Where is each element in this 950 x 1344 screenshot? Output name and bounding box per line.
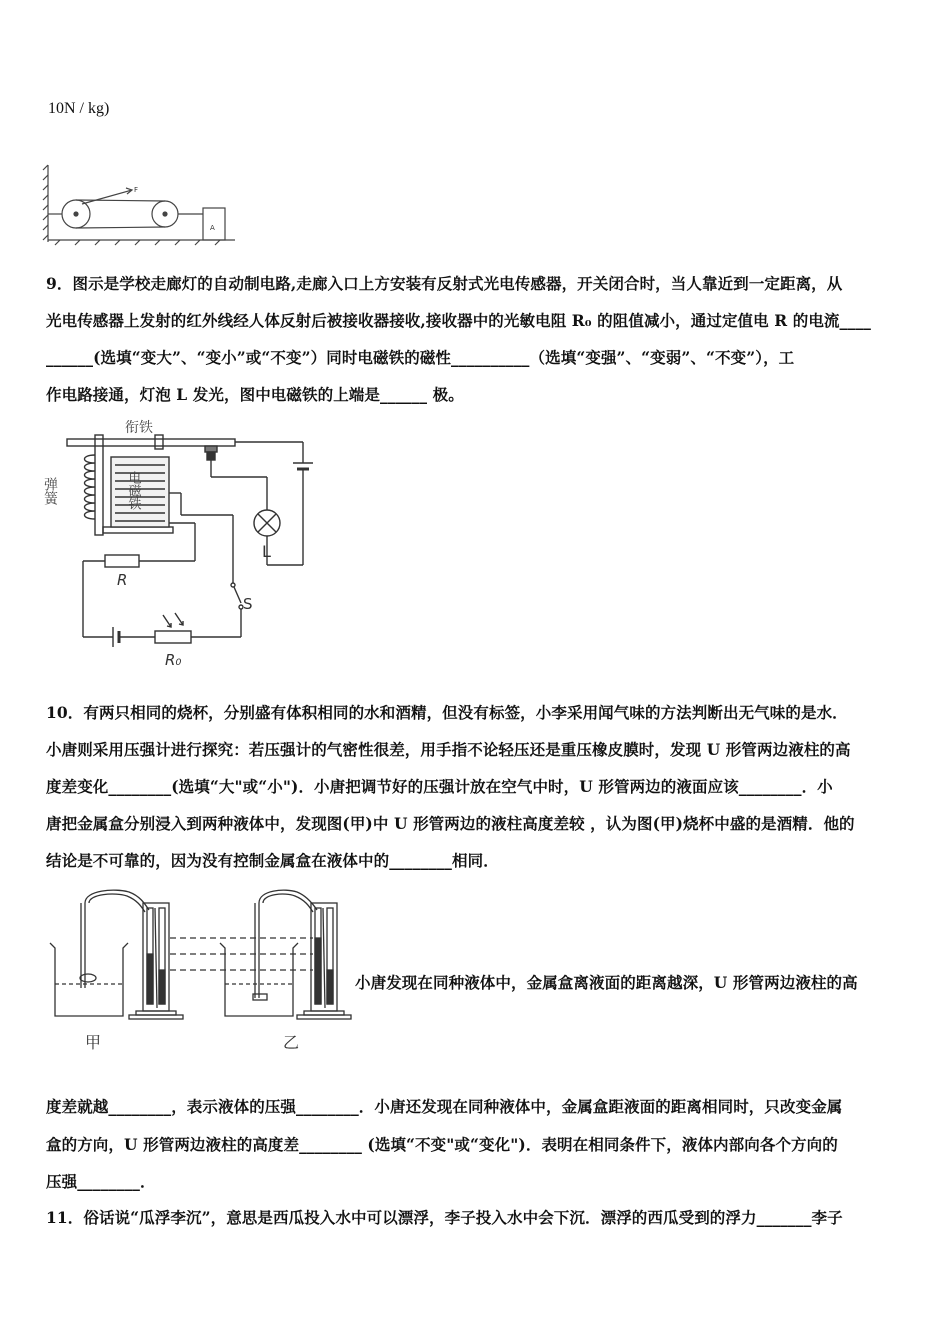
label-armature: 衔铁: [125, 420, 153, 436]
label-s: S: [243, 595, 253, 613]
pulley-label-a: A: [210, 224, 215, 232]
q11-line-1: 11．俗话说“瓜浮李沉”，意思是西瓜投入水中可以漂浮，李子投入水中会下沉．漂浮的西瓜受到的浮力_______李子: [46, 1208, 843, 1227]
label-lamp: L: [262, 542, 271, 561]
label-r0: R₀: [165, 651, 182, 669]
q9-line-2: 光电传感器上发射的红外线经人体反射后被接收器接收,接收器中的光敏电阻 R₀ 的阻值减小，通过定值电 R 的电流____: [46, 311, 871, 330]
pulley-label-f: F: [134, 186, 139, 194]
q10-cont-line-3: 压强________．: [46, 1172, 156, 1191]
label-yi: 乙: [283, 1033, 300, 1052]
q10-line-2: 小唐则采用压强计进行探究：若压强计的气密性很差，用手指不论轻压还是重压橡皮膜时，发现 U 形管两边液柱的高: [46, 740, 851, 759]
q10-line-1: 10．有两只相同的烧杯，分别盛有体积相同的水和酒精，但没有标签，小李采用闻气味的方法判断出无气味的是水．: [46, 703, 848, 722]
q10-cont-line-1: 度差就越________，表示液体的压强________．小唐还发现在同种液体中，金属盒距液面的距离相同时，只改变金属: [46, 1097, 843, 1116]
label-r: R: [117, 571, 128, 589]
q10-side-text: 小唐发现在同种液体中，金属盒离液面的距离越深，U 形管两边液柱的高: [355, 973, 858, 992]
q9-line-1: 9．图示是学校走廊灯的自动制电路,走廊入口上方安装有反射式光电传感器，开关闭合时，当人靠近到一定距离，从: [46, 274, 843, 293]
label-electromagnet: 电磁铁: [125, 471, 141, 510]
electromagnetic-relay-circuit-figure: [42, 415, 335, 675]
q10-line-5: 结论是不可靠的，因为没有控制金属盒在液体中的________相同．: [46, 851, 499, 870]
q9-line-3: ______(选填“变大”、“变小”或“不变”）同时电磁铁的磁性__________（选填“变强”、“变弱”、“不变”），工: [46, 348, 795, 367]
pulley-figure: [40, 160, 240, 245]
previous-question-unit: 10N / kg): [48, 100, 110, 117]
label-jia: 甲: [85, 1033, 102, 1052]
q10-line-4: 唐把金属盒分别浸入到两种液体中，发现图(甲)中 U 形管两边的液柱高度差较 ，认为图(甲)烧杯中盛的是酒精．他的: [46, 814, 855, 833]
q9-line-4: 作电路接通，灯泡 L 发光，图中电磁铁的上端是______ 极。: [46, 385, 464, 404]
q10-cont-line-2: 盒的方向，U 形管两边液柱的高度差________ (选填“不变"或“变化")．表明在相同条件下，液体内部向各个方向的: [46, 1135, 838, 1154]
pressure-gauge-figure: [45, 888, 350, 1058]
q10-line-3: 度差变化________(选填“大"或“小")．小唐把调节好的压强计放在空气中时，U 形管两边的液面应该________．小: [46, 777, 833, 796]
label-spring: 弹簧: [42, 477, 58, 505]
